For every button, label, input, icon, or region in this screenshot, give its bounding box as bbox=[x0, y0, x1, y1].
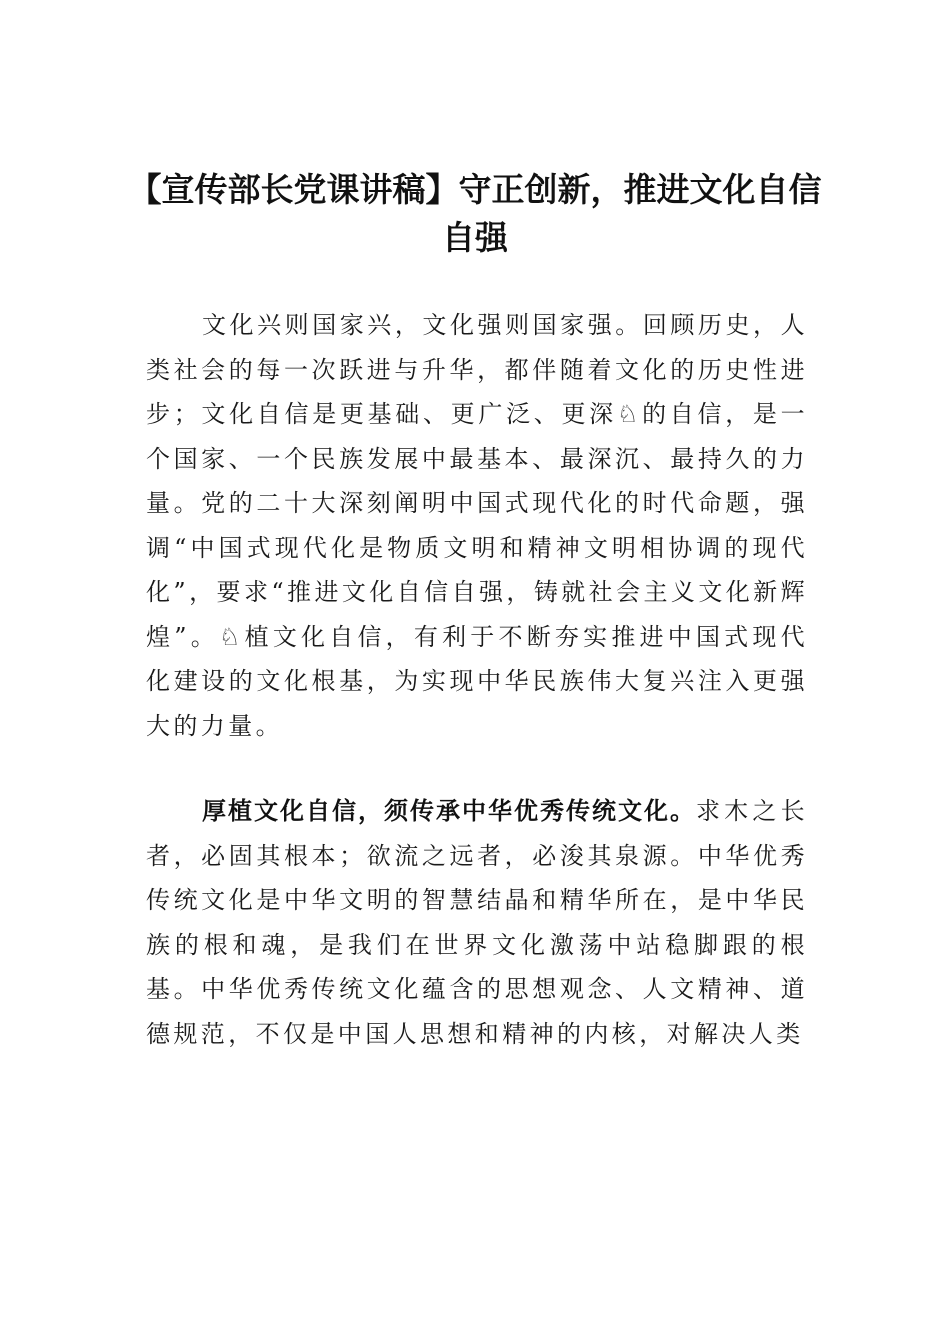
paragraph-intro: 文化兴则国家兴，文化强则国家强。回顾历史，人类社会的每一次跃进与升华，都伴随着文化的历史性进步；文化自信是更基础、更广泛、更深♘的自信，是一个国家、一个民族发展中最基本、最深沉、最持久的力量。党的二十大深刻阐明中国式现代化的时代命题，强调“中国式现代化是物质文明和精神文明相协调的现代化”，要求“推进文化自信自强，铸就社会主义文化新辉煌”。♘植文化自信，有利于不断夯实推进中国式现代化建设的文化根基，为实现中华民族伟大复兴注入更强大的力量。 bbox=[146, 311, 808, 740]
paragraph-lead-heading: 厚植文化自信，须传承中华优秀传统文化。 bbox=[202, 797, 696, 825]
paragraph-tradition bbox=[146, 789, 808, 1056]
document-title: 【宣传部长党课讲稿】守正创新，推进文化自信自强 bbox=[128, 170, 822, 257]
paragraph-body-text: 求木之长者，必固其根本；欲流之远者，必浚其泉源。中华优秀传统文化是中华文明的智慧结晶和精华所在，是中华民族的根和魂，是我们在世界文化激荡中站稳脚跟的根基。中华优秀传统文化蕴含的思想观念、人文精神、道德规范，不仅是中国人思想和精神的内核，对解决人类 bbox=[146, 797, 808, 1048]
